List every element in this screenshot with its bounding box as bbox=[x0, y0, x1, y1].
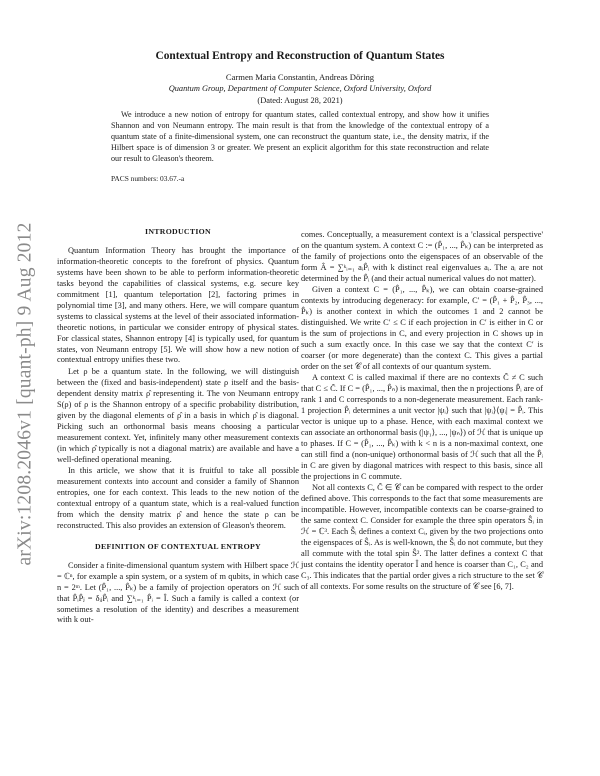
authors: Carmen Maria Constantin, Andreas Döring bbox=[225, 72, 375, 82]
intro-paragraph-1: Quantum Information Theory has brought the importance of information-theoretic concepts to the forefront of physics. Quantum systems have been shown to be able to perform information-theoretic tasks beyond the capabilities of classical systems, e.g. secure key commitment [1], quantum teleportation [2], factoring primes in polynomial time [3], and many others. Here, we will compare quantum systems to classical systems at the level of their associated information-theoretic notions, in particular we consider entropy of physical states. For classical states, Shannon entropy [4] is typically used, for quantum states, von Neumann entropy [5]. We will show how a new notion of contextual entropy unifies these two. bbox=[57, 245, 299, 365]
arxiv-stamp-text: arXiv:1208.2046v1 [quant-ph] 9 Aug 2012 bbox=[15, 222, 36, 566]
arxiv-stamp bbox=[6, 214, 46, 574]
right-paragraph-2: Given a context C = (P̂₁, ..., P̂ₖ), we can obtain coarse-grained contexts by introducing degeneracy: for example, C′ = (P̂₁ + P̂₂, P̂₃, ..., P̂ₖ) is another context in which the outcomes 1 and 2 cannot be distinguished. We write C′ ≤ C if each projection in C′ is either in C or is the sum of projections in C, and every projection in C shows up in such a sum exactly once. In this case we say that the context C′ is coarser (or more degenerate) than the context C. This gives a partial order on the set 𝒞 of all contexts of our quantum system. bbox=[301, 285, 543, 371]
definition-paragraph: Consider a finite-dimensional quantum system with Hilbert space ℋ = ℂⁿ, for example a spin system, or a system of m qubits, in which case n = 2ᵐ. Let (P̂₁, ..., P̂ₖ) be a family of projection operators on ℋ such that P̂ᵢP̂ⱼ = δᵢⱼP̂ᵢ and ∑ᵏᵢ₌₁ P̂ᵢ = Î. Such a family is called a context (or sometimes a resolution of the identity) and describes a measurement with k out- bbox=[57, 560, 299, 625]
left-column bbox=[57, 227, 299, 626]
section-heading-introduction: INTRODUCTION bbox=[145, 227, 211, 236]
right-column bbox=[301, 230, 543, 593]
right-paragraph-1: comes. Conceptually, a measurement context is a 'classical perspective' on the quantum system. A context C := (P̂₁, ..., P̂ₖ) can be interpreted as the family of projections onto the eigenspaces of an observable of the form Â = ∑ᵏᵢ₌₁ aᵢP̂ᵢ with k distinct real eigenvalues aᵢ. The aᵢ are not determined by the P̂ᵢ (and their actual numerical values do not matter). bbox=[301, 230, 543, 283]
right-paragraph-3: A context C is called maximal if there are no contexts C̃ ≠ C such that C ≤ C̃. If C = (P̂₁, ..., P̂ₙ) is maximal, then the n projections P̂ᵢ are of rank 1 and C corresponds to a non-degenerate measurement. Each rank-1 projection P̂ᵢ determines a unit vector |ψᵢ⟩ such that |ψᵢ⟩⟨ψᵢ| = P̂ᵢ. This vector is unique up to a phase. Hence, with each maximal context we can associate an orthonormal basis (|ψ₁⟩, ..., |ψₙ⟩) of ℋ that is unique up to phases. If C = (P̂₁, ..., P̂ₖ) with k < n is a non-maximal context, one can still find a (non-unique) orthonormal basis of ℋ such that all the P̂ᵢ in C are given by diagonal matrices with respect to this basis, since all the projections in C commute. bbox=[301, 373, 543, 481]
intro-paragraph-3: In this article, we show that it is fruitful to take all possible measurement contexts into account and consider a family of Shannon entropies, one for each context. This leads to the new notion of the contextual entropy of a quantum state, which is a real-valued function from which the density matrix ρ̂ and hence the state ρ can be reconstructed. This also provides an extension of Gleason's theorem. bbox=[57, 466, 299, 530]
abstract: We introduce a new notion of entropy for quantum states, called contextual entropy, and show how it unifies Shannon and von Neumann entropy. The main result is that from the knowledge of the contextual entropy of a quantum state of a finite-dimensional system, one can reconstruct the quantum state, i.e., the density matrix, if the Hilbert space is of dimension 3 or greater. We present an explicit algorithm for this state reconstruction and relate our result to Gleason's theorem. bbox=[111, 110, 489, 163]
pacs-numbers: PACS numbers: 03.67.-a bbox=[111, 174, 185, 183]
intro-paragraph-2: Let ρ be a quantum state. In the following, we will distinguish between the (fixed and basis-independent) state ρ itself and the basis-dependent density matrix ρ̂ representing it. The von Neumann entropy S(ρ) of ρ is the Shannon entropy of a specific probability distribution, given by the diagonal elements of ρ̂ in a basis in which ρ̂ is diagonal. Picking such an orthonormal basis means choosing a particular measurement context. Yet, infinitely many other measurement contexts (in which ρ̂ typically is not a diagonal matrix) are available and have a well-defined operational meaning. bbox=[57, 366, 299, 464]
date-line: (Dated: August 28, 2021) bbox=[257, 96, 343, 105]
right-paragraph-4: Not all contexts C, C̃ ∈ 𝒞 can be compared with respect to the order defined above. This corresponds to the fact that some measurements are incompatible. However, incompatible contexts can be coarse-grained to the same context C. Consider for example the three spin operators Ŝᵢ in ℋ = ℂ³. Each Ŝᵢ defines a context Cᵢ, given by the two projections onto the eigenspaces of Ŝᵢ. As is well-known, the Ŝᵢ do not commute, but they all commute with the total spin Ŝ². The latter defines a context C that just contains the identity operator Î and hence is coarser than C₁, C₂ and C₃. This indicates that the partial order gives a rich structure to the set 𝒞 of all contexts. For some results on the structure of 𝒞 see [6, 7]. bbox=[301, 483, 543, 591]
section-heading-definition: DEFINITION OF CONTEXTUAL ENTROPY bbox=[95, 541, 261, 551]
paper-title: Contextual Entropy and Reconstruction of Quantum States bbox=[155, 50, 445, 62]
affiliation: Quantum Group, Department of Computer Science, Oxford University, Oxford bbox=[168, 84, 432, 93]
